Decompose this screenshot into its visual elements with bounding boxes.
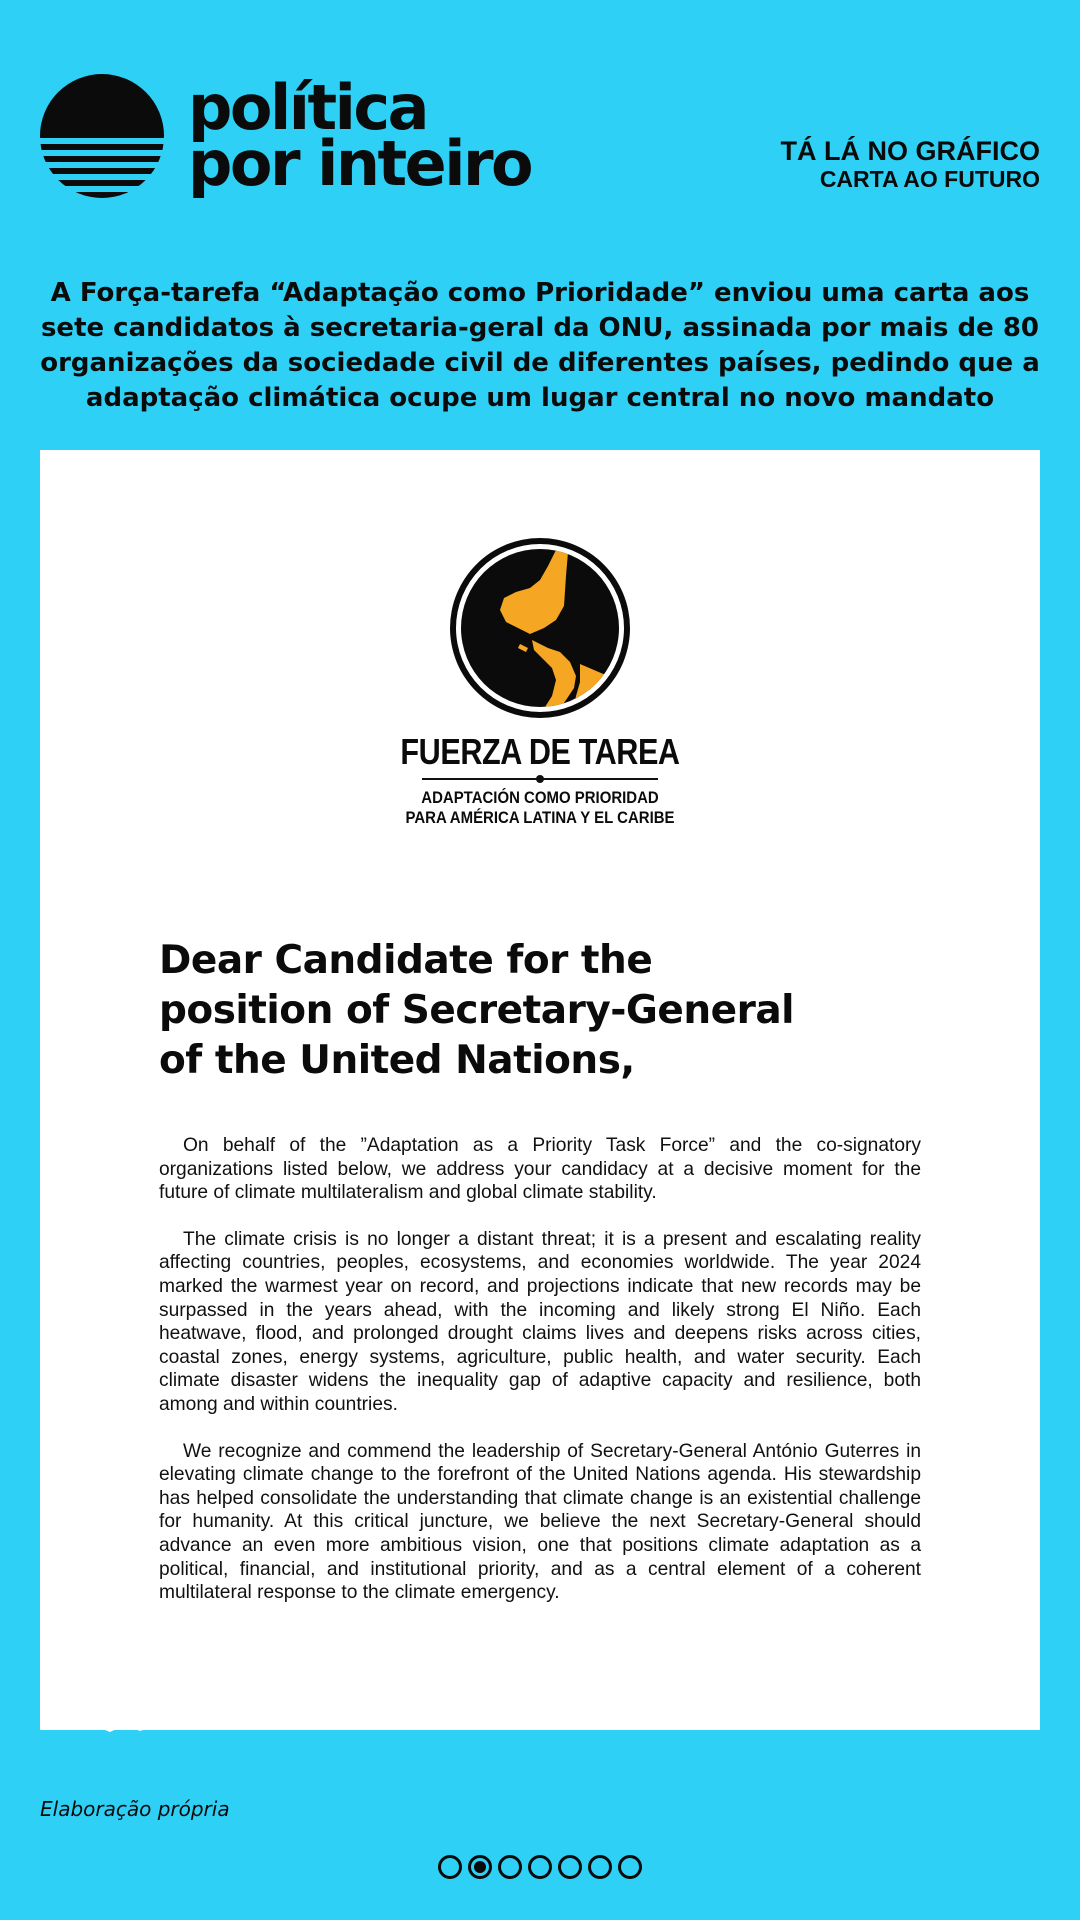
section-tag-title: TÁ LÁ NO GRÁFICO — [780, 136, 1040, 166]
letter-paragraph-1: On behalf of the ”Adaptation as a Priority Task Force” and the co-signatory organizations listed below, we address your candidacy at a decisive moment for the future of climate multilateralism and global climate stability. — [159, 1135, 921, 1204]
pagination-dot-1[interactable] — [438, 1855, 462, 1879]
task-force-title: FUERZA DE TAREA — [400, 731, 680, 772]
pagination-dot-3[interactable] — [498, 1855, 522, 1879]
pagination-dot-2[interactable] — [468, 1855, 492, 1879]
pagination-dot-7[interactable] — [618, 1855, 642, 1879]
torn-paper-edge — [40, 1700, 1040, 1760]
brand-name-line1: política — [188, 71, 427, 144]
letter-paper — [40, 450, 1040, 1730]
pagination-dots — [0, 1855, 1080, 1879]
letter-paragraph-3: We recognize and commend the leadership of Secretary-General António Guterres in elevating climate change to the forefront of the United Nations agenda. His stewardship has helped consolidate the understanding that climate change is an existential challenge for humanity. At this critical juncture, we believe the next Secretary-General should advance an even more ambitious vision, one that positions climate adaptation as a political, financial, and institutional priority, and as a central element of a coherent multilateral response to the climate emergency. — [159, 1440, 921, 1604]
brand-name-line2: por inteiro — [188, 127, 532, 200]
sunset-stripes-icon — [40, 74, 164, 198]
letter-body — [159, 936, 921, 1628]
letter-salutation: Dear Candidate for the position of Secretary-General of the United Nations, — [159, 938, 795, 1083]
pagination-dot-5[interactable] — [558, 1855, 582, 1879]
pagination-dot-6[interactable] — [588, 1855, 612, 1879]
letter-paragraph-2: The climate crisis is no longer a distant threat; it is a present and escalating reality affecting countries, peoples, ecosystems, and economies worldwide. The year 2024 marked the warmest year on record, and projections indicate that new records may be surpassed in the years ahead, with the incoming and likely strong El Niño. Each heatwave, flood, and prolonged drought claims lives and deepens risks across cities, coastal zones, energy systems, agriculture, public health, and water security. Each climate disaster widens the inequality gap of adaptive capacity and resilience, both among and within countries. — [159, 1228, 921, 1415]
task-force-subtitle-line2: PARA AMÉRICA LATINA Y EL CARIBE — [405, 808, 675, 827]
americas-map-circle-icon — [448, 536, 632, 720]
brand-name — [188, 71, 532, 200]
section-tag-subtitle: CARTA AO FUTURO — [819, 166, 1040, 192]
task-force-subtitle-line1: ADAPTACIÓN COMO PRIORIDAD — [421, 788, 659, 807]
task-force-logo — [40, 536, 1040, 828]
section-tag — [781, 136, 1040, 192]
brand-logo — [40, 71, 532, 200]
task-force-divider — [422, 778, 658, 780]
pagination-dot-4[interactable] — [528, 1855, 552, 1879]
source-credit: Elaboração própria — [40, 1797, 230, 1821]
headline: A Força-tarefa “Adaptação como Prioridade” enviou uma carta aos sete candidatos à secretaria-geral da ONU, assinada por mais de 80 organizações da sociedade civil de diferentes países, pedindo que a adaptação climática ocupe um lugar central no novo mandato — [40, 278, 1040, 413]
